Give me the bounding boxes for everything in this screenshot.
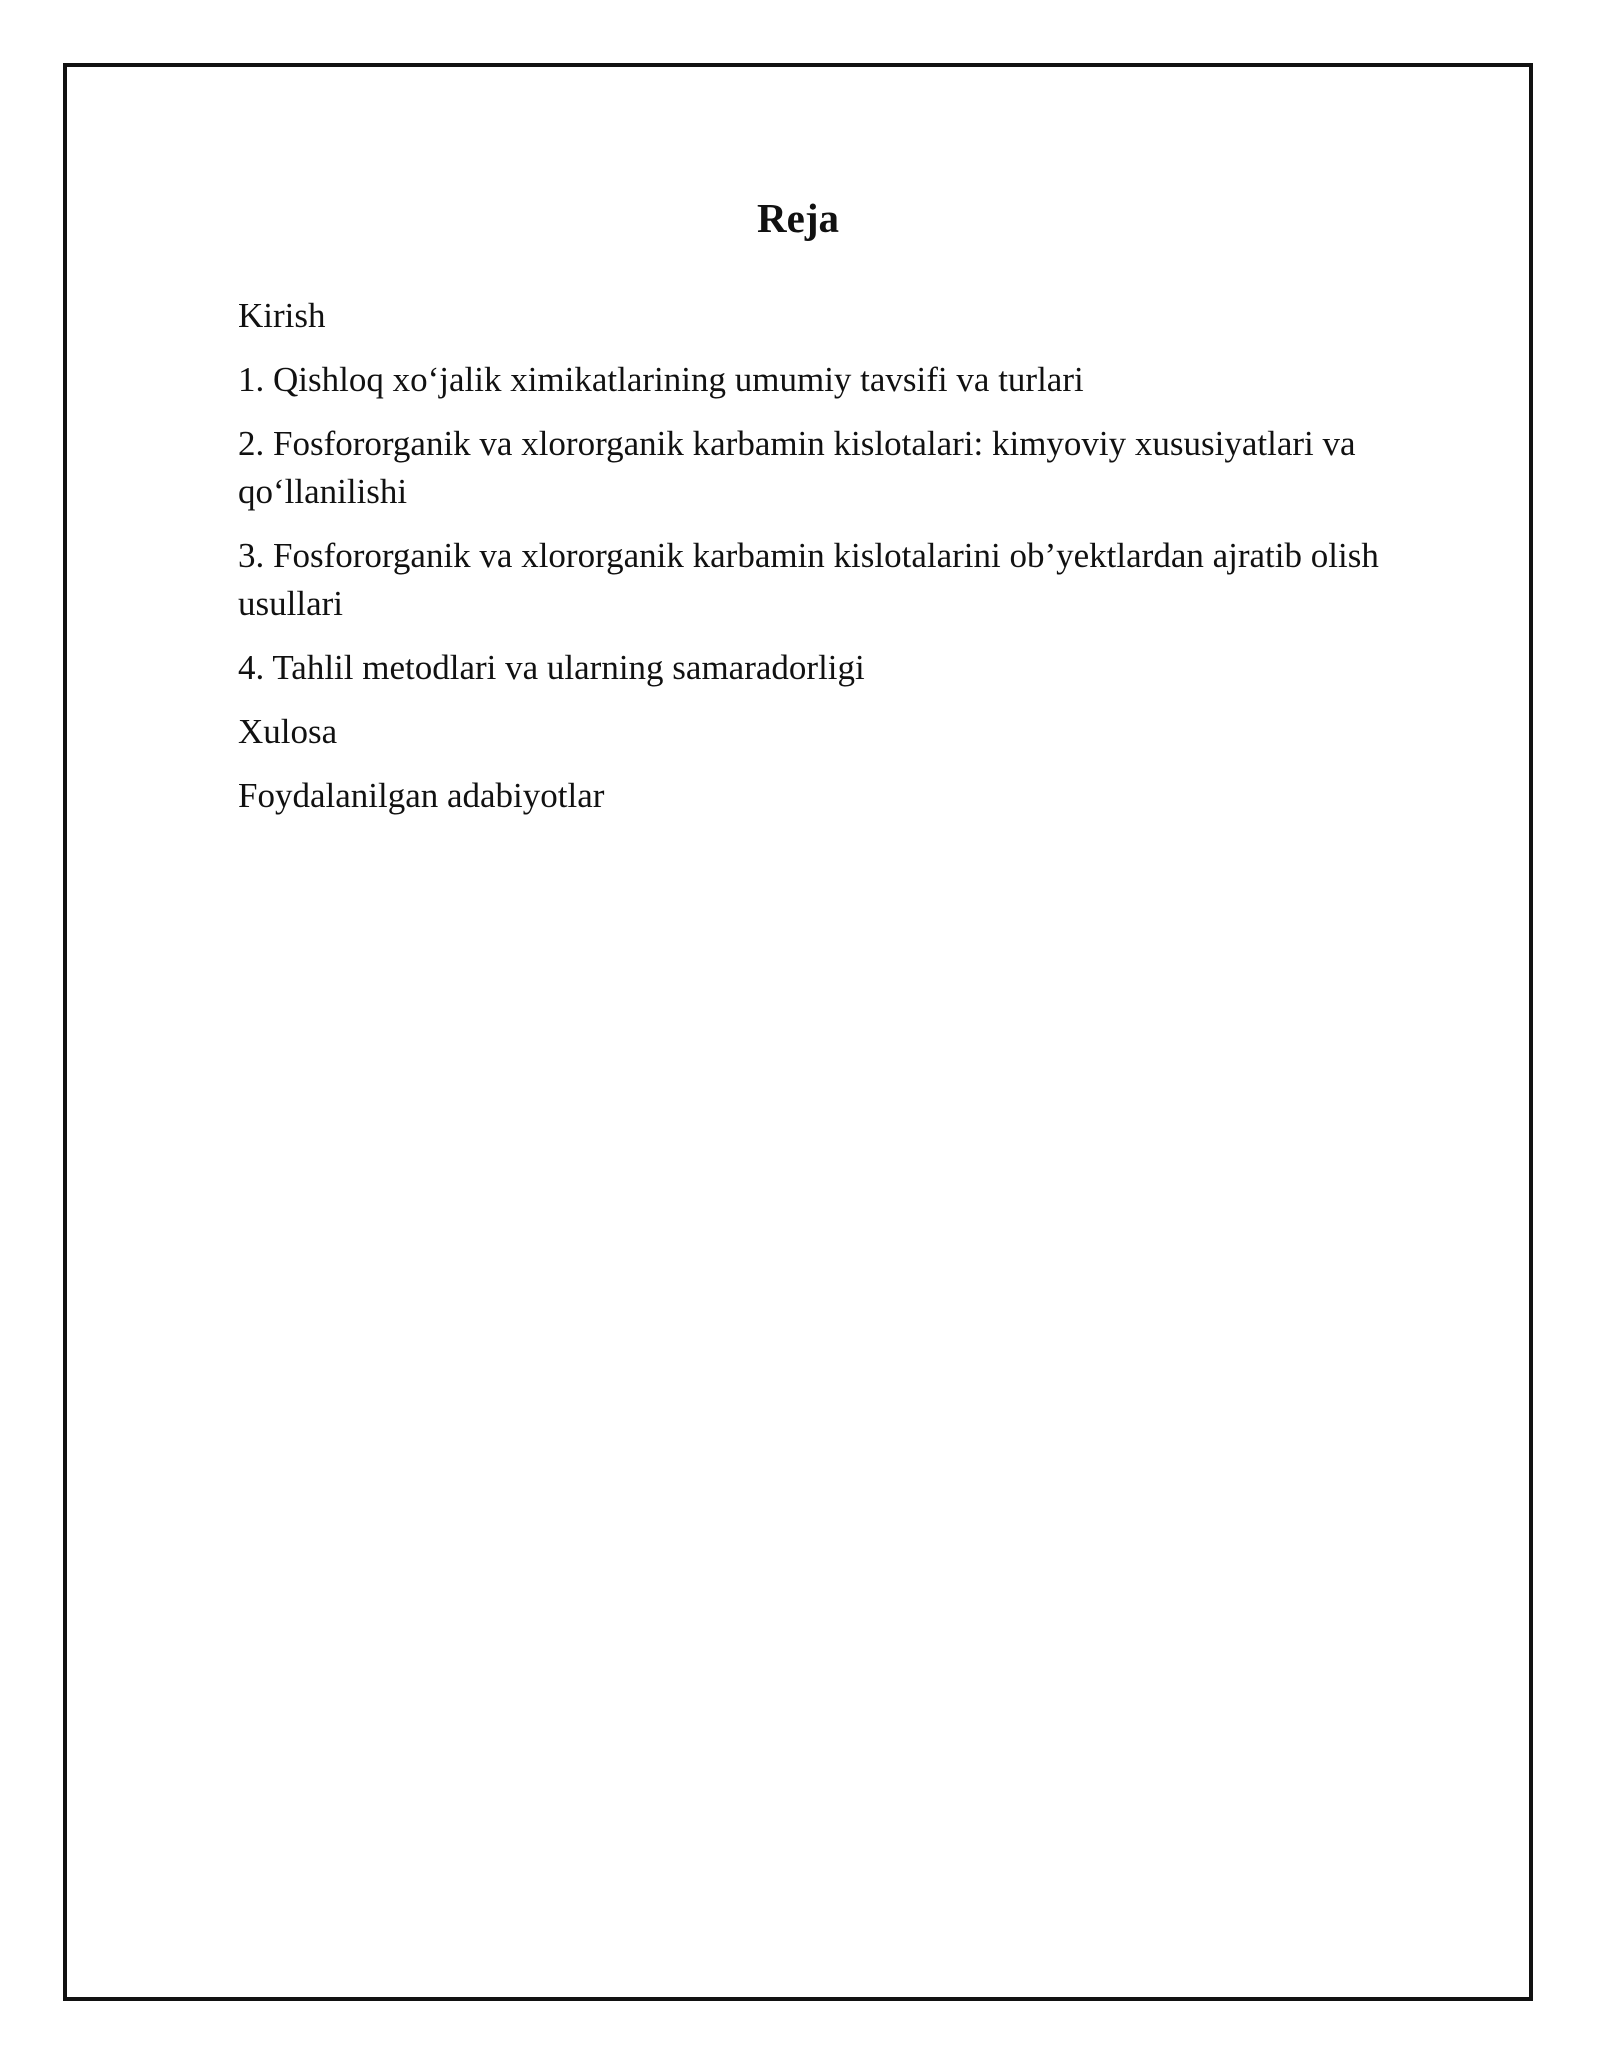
toc-item-conclusion: Xulosa — [238, 712, 338, 751]
toc-item-references: Foydalanilgan adabiyotlar — [238, 776, 605, 815]
page-border — [63, 63, 1533, 2001]
toc-item-section-4: 4. Tahlil metodlari va ularning samaradorligi — [238, 648, 865, 687]
toc-item-section-3: 3. Fosfororganik va xlororganik karbamin kislotalarini ob’yektlardan ajratib olish usullari — [238, 536, 1379, 623]
page-title: Reja — [757, 195, 839, 241]
toc-item-section-2: 2. Fosfororganik va xlororganik karbamin kislotalari: kimyoviy xususiyatlari va qo‘llanilishi — [238, 424, 1356, 511]
table-of-contents — [238, 292, 1448, 836]
toc-item-introduction: Kirish — [238, 296, 326, 335]
toc-item-section-1: 1. Qishloq xo‘jalik ximikatlarining umumiy tavsifi va turlari — [238, 360, 1084, 399]
